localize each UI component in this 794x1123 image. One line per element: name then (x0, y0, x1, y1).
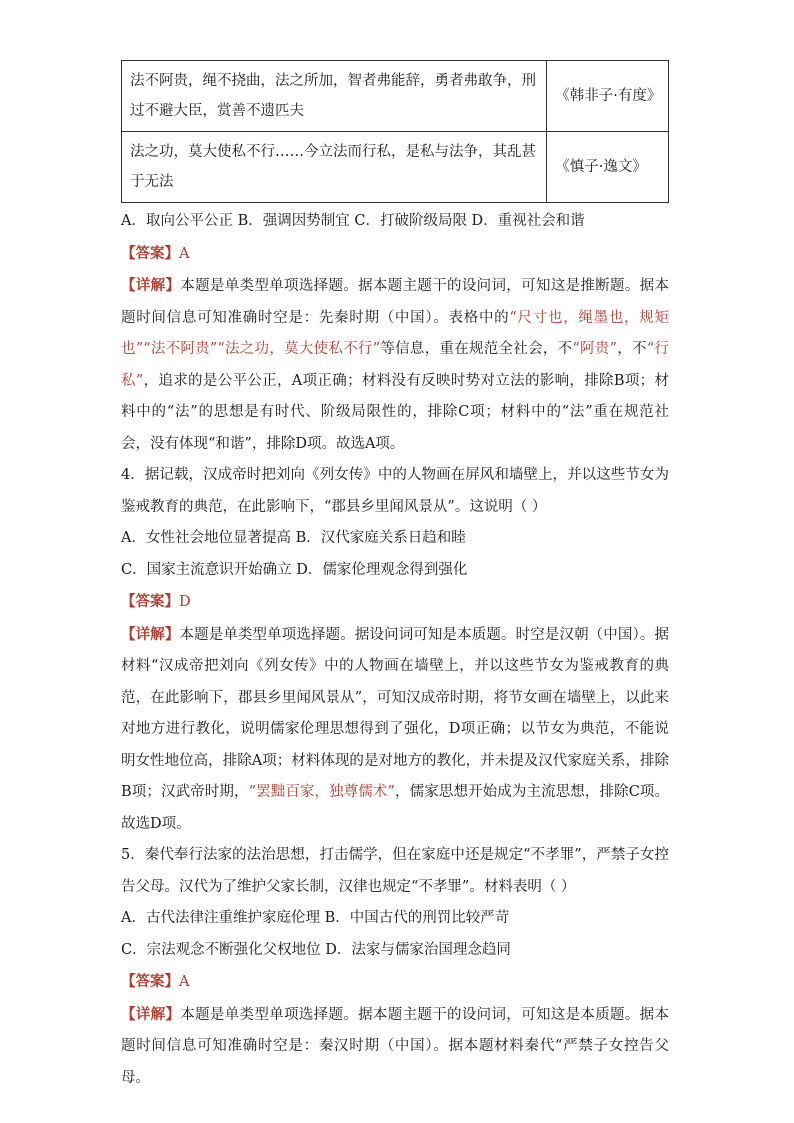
q4-stem: 4．据记载，汉成帝时把刘向《列女传》中的人物画在屏风和墙壁上，并以这些节女为鉴戒教育的典范，在此影响下，“郡县乡里闻风景从”。这说明（ ） (121, 467, 669, 515)
table-quote-cell: 法之功，莫大使私不行……今立法而行私，是私与法争，其乱甚于无法 (122, 132, 547, 203)
q4-answer (121, 586, 669, 619)
answer-value: D (179, 594, 191, 610)
q5-answer (121, 966, 669, 999)
detail-label: 【详解】 (121, 1005, 181, 1023)
detail-label: 【详解】 (121, 277, 181, 294)
q5-stem: 5．秦代奉行法家的法治思想，打击儒学，但在家庭中还是规定“不孝罪”，严禁子女控告父母。汉代为了维护父家长制，汉律也规定“不孝罪”。材料表明（ ） (121, 847, 669, 895)
q5-detail (121, 999, 669, 1095)
q3-answer (121, 238, 669, 271)
answer-label: 【答案】 (121, 973, 179, 990)
q5-options-cd: C．宗法观念不断强化父权地位 D．法家与儒家治国理念趋同 (121, 941, 511, 958)
detail-text: 本题是单类型单项选择题。据设问词可知是本质题。时空是汉朝（中国）。据材料“汉成帝把刘向《列女传》中的人物画在墙壁上，并以这些节女为鉴戒教育的典范，在此影响下，郡县乡里闻风景从”，可知汉成帝时期，将节女画在墙壁上，以此来对地方进行教化，说明儒家伦理思想得到了强化，D项正确；以节女为典范，不能说明女性地位高，排除A项；材料体现的是对地方的教化，并未提及汉代家庭关系，排除B项；汉武帝时期， (121, 626, 670, 800)
detail-label: 【详解】 (121, 625, 180, 643)
detail-quote: “罢黜百家，独尊儒术” (248, 784, 395, 800)
detail-text: ，儒家思想开始成为主流思想，排除C项。故选D项。 (121, 784, 670, 832)
detail-text: 本题是单类型单项选择题。据本题主题干的设问词，可知这是推断题。据本题时间信息可知准确时空是：先秦时期（中国）。表格中的 (121, 278, 670, 326)
answer-label: 【答案】 (121, 593, 179, 610)
q3-detail (121, 270, 669, 460)
page-content (121, 60, 669, 1094)
answer-value: A (179, 974, 190, 990)
detail-text: 等信息，重在规范全社会，不 (380, 341, 573, 357)
detail-text: ，不 (617, 341, 647, 357)
answer-label: 【答案】 (121, 244, 179, 262)
detail-quote: “行私” (121, 341, 670, 389)
table-source-cell: 《韩非子·有度》 (547, 61, 669, 132)
q3-options: A．取向公平公正 B．强调因势制宜 C．打破阶级局限 D．重视社会和谐 (121, 213, 585, 229)
detail-quote: “阿贵” (572, 341, 618, 357)
detail-text: 本题是单类型单项选择题。据本题主题干的设问词，可知这是本质题。据本题时间信息可知准确时空是：秦汉时期（中国）。据本题材料秦代“严禁子女控告父母。 (121, 1006, 670, 1086)
detail-text: ，追求的是公平公正，A项正确；材料没有反映时势对立法的影响，排除B项；材料中的“法”的思想是有时代、阶级局限性的，排除C项；材料中的“法”重在规范社会，没有体现“和谐”，排除D项。故选A项。 (121, 372, 670, 452)
table-source-cell: 《慎子·逸文》 (547, 132, 669, 203)
table-quote-cell: 法不阿贵，绳不挠曲，法之所加，智者弗能辞，勇者弗敢争，刑过不避大臣，赏善不遗匹夫 (122, 61, 547, 132)
table-row (122, 132, 669, 203)
q4-options-ab: A．女性社会地位显著提高 B．汉代家庭关系日趋和睦 (121, 530, 466, 546)
table-row (122, 61, 669, 132)
q5-options-ab: A．古代法律注重维护家庭伦理 B．中国古代的刑罚比较严苛 (121, 910, 510, 926)
answer-value: A (179, 245, 190, 262)
source-table (121, 60, 669, 203)
detail-quote: “尺寸也，绳墨也，规矩也”“法不阿贵”“法之功，莫大使私不行” (121, 309, 669, 357)
q4-options-cd: C．国家主流意识开始确立 D．儒家伦理观念得到强化 (121, 561, 468, 578)
q4-detail (121, 619, 669, 841)
